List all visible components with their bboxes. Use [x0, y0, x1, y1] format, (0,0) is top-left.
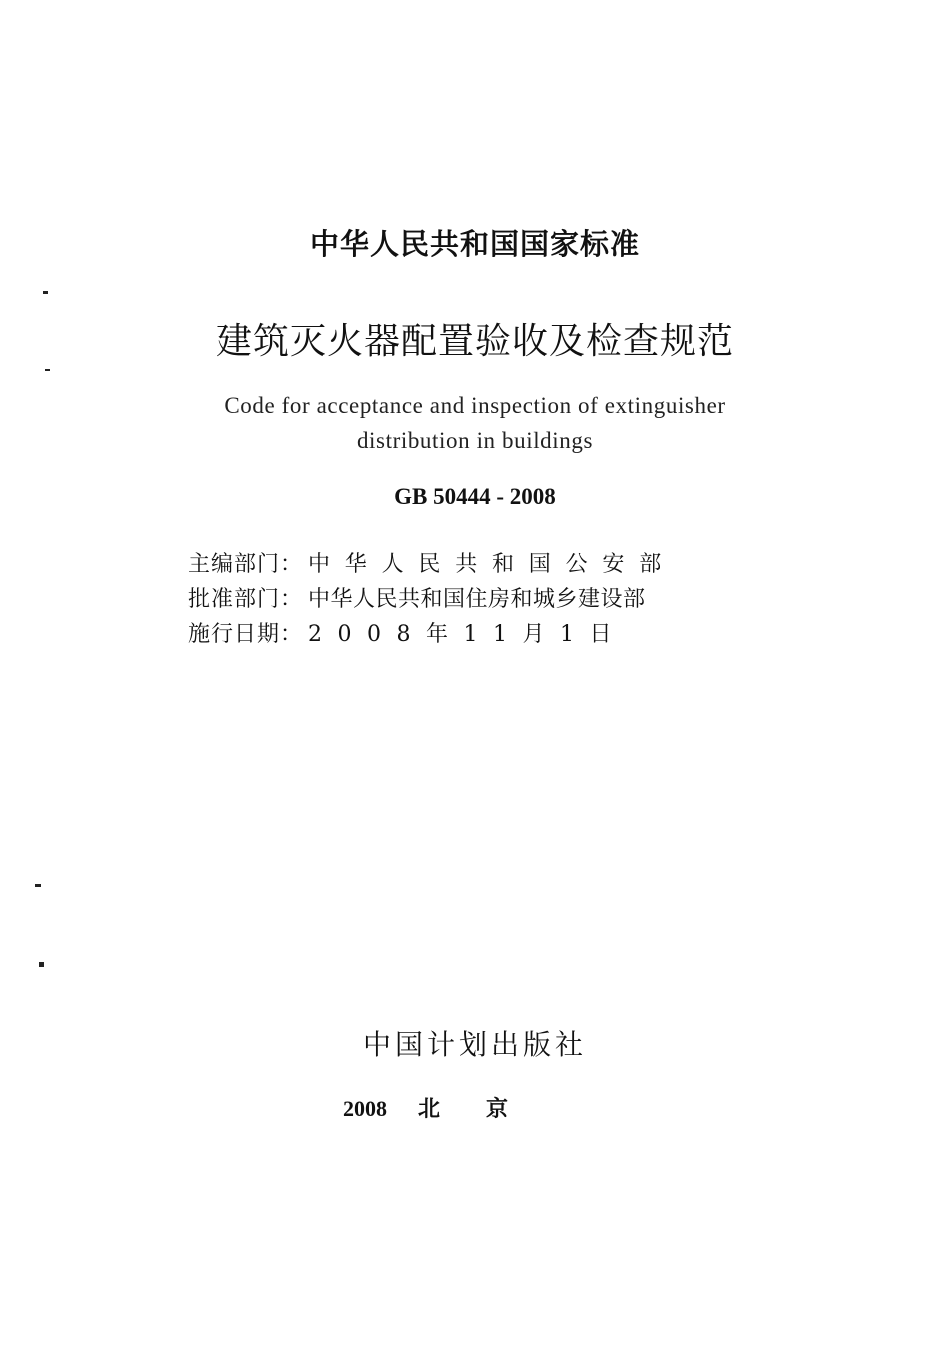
editor-department-row — [188, 547, 676, 578]
effective-date-label: 施行日期： — [188, 622, 304, 647]
document-title-chinese: 建筑灭火器配置验收及检查规范 — [215, 321, 734, 362]
title-english-line-1: Code for acceptance and inspection of extinguisher — [224, 393, 726, 418]
publisher-name: 中国计划出版社 — [362, 1028, 587, 1061]
standard-code: GB 50444 - 2008 — [394, 484, 556, 509]
effective-date-value: 2008年11月1日 — [308, 622, 627, 647]
document-title-english — [0, 388, 950, 458]
scan-speck — [39, 962, 44, 967]
scan-speck — [35, 884, 41, 887]
effective-date-row — [188, 617, 627, 648]
standard-type-heading: 中华人民共和国国家标准 — [309, 227, 640, 261]
approver-department-label: 批准部门： — [188, 587, 304, 612]
publication-place — [343, 1092, 554, 1123]
title-english-line-2: distribution in buildings — [356, 428, 594, 453]
editor-department-value: 中华人民共和国公安部 — [308, 552, 677, 577]
publication-year: 2008 — [343, 1096, 387, 1121]
publication-city: 北京 — [418, 1096, 555, 1121]
approver-department-row — [188, 582, 646, 613]
scan-speck — [43, 291, 48, 294]
approver-department-value: 中华人民共和国住房和城乡建设部 — [308, 587, 646, 612]
scan-speck — [45, 369, 50, 371]
editor-department-label: 主编部门： — [188, 552, 304, 577]
